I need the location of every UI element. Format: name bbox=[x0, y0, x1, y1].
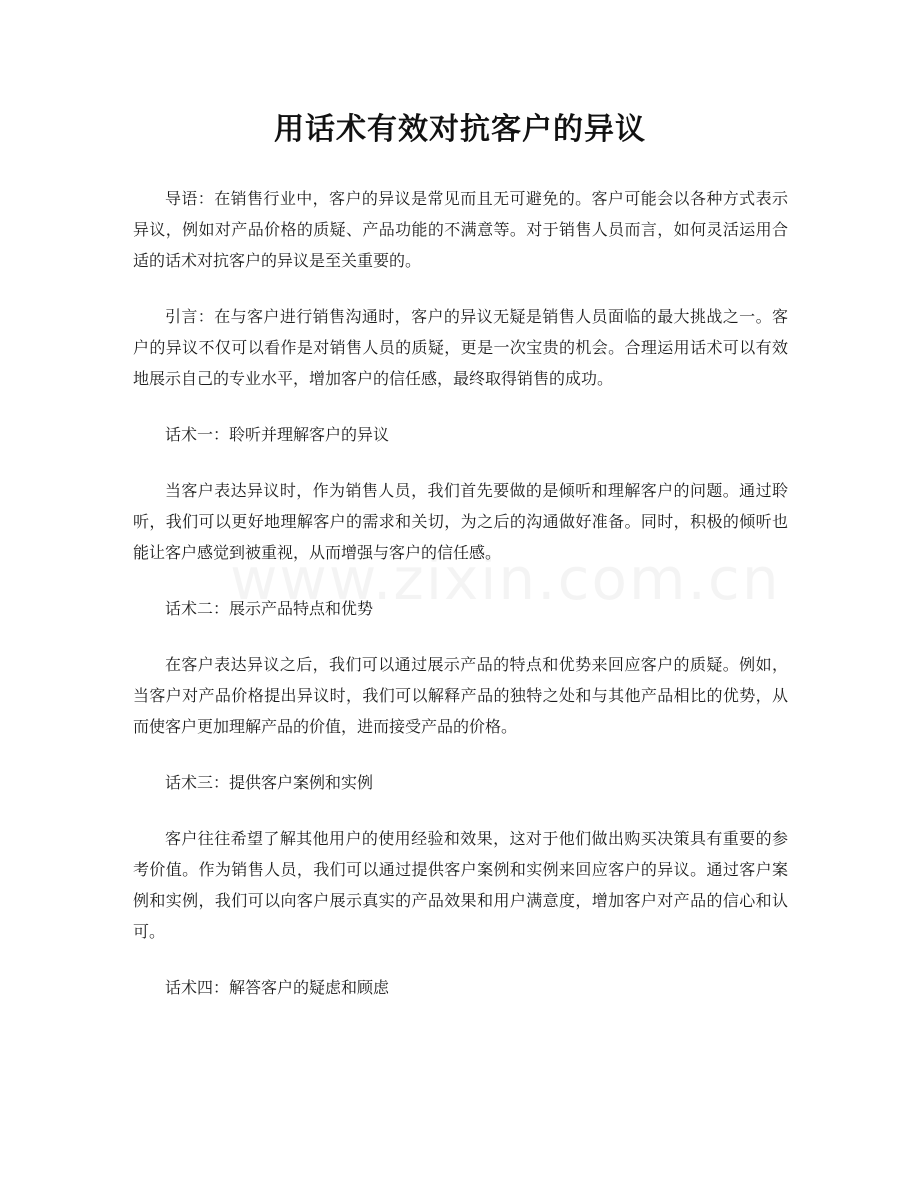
section-heading-4: 话术四：解答客户的疑虑和顾虑 bbox=[165, 978, 390, 997]
section-heading-2: 话术二：展示产品特点和优势 bbox=[165, 599, 374, 618]
document-body bbox=[133, 183, 788, 1028]
intro-paragraph: 导语：在销售行业中，客户的异议是常见而且无可避免的。客户可能会以各种方式表示异议，例如对产品价格的质疑、产品功能的不满意等。对于销售人员而言，如何灵活运用合适的话术对抗客户的异议是至关重要的。 bbox=[133, 189, 788, 270]
section-heading-1: 话术一：聆听并理解客户的异议 bbox=[165, 425, 390, 444]
section-heading-3: 话术三：提供客户案例和实例 bbox=[165, 773, 374, 792]
document-title: 用话术有效对抗客户的异议 bbox=[274, 112, 646, 147]
section-paragraph-2: 在客户表达异议之后，我们可以通过展示产品的特点和优势来回应客户的质疑。例如，当客户对产品价格提出异议时，我们可以解释产品的独特之处和与其他产品相比的优势，从而使客户更加理解产品的价值，进而接受产品的价格。 bbox=[133, 655, 788, 736]
section-paragraph-1: 当客户表达异议时，作为销售人员，我们首先要做的是倾听和理解客户的问题。通过聆听，我们可以更好地理解客户的需求和关切，为之后的沟通做好准备。同时，积极的倾听也能让客户感觉到被重视，从而增强与客户的信任感。 bbox=[133, 481, 788, 562]
preface-paragraph: 引言：在与客户进行销售沟通时，客户的异议无疑是销售人员面临的最大挑战之一。客户的异议不仅可以看作是对销售人员的质疑，更是一次宝贵的机会。合理运用话术可以有效地展示自己的专业水平，增加客户的信任感，最终取得销售的成功。 bbox=[133, 307, 788, 388]
section-paragraph-3: 客户往往希望了解其他用户的使用经验和效果，这对于他们做出购买决策具有重要的参考价值。作为销售人员，我们可以通过提供客户案例和实例来回应客户的异议。通过客户案例和实例，我们可以向客户展示真实的产品效果和用户满意度，增加客户对产品的信心和认可。 bbox=[133, 829, 788, 941]
